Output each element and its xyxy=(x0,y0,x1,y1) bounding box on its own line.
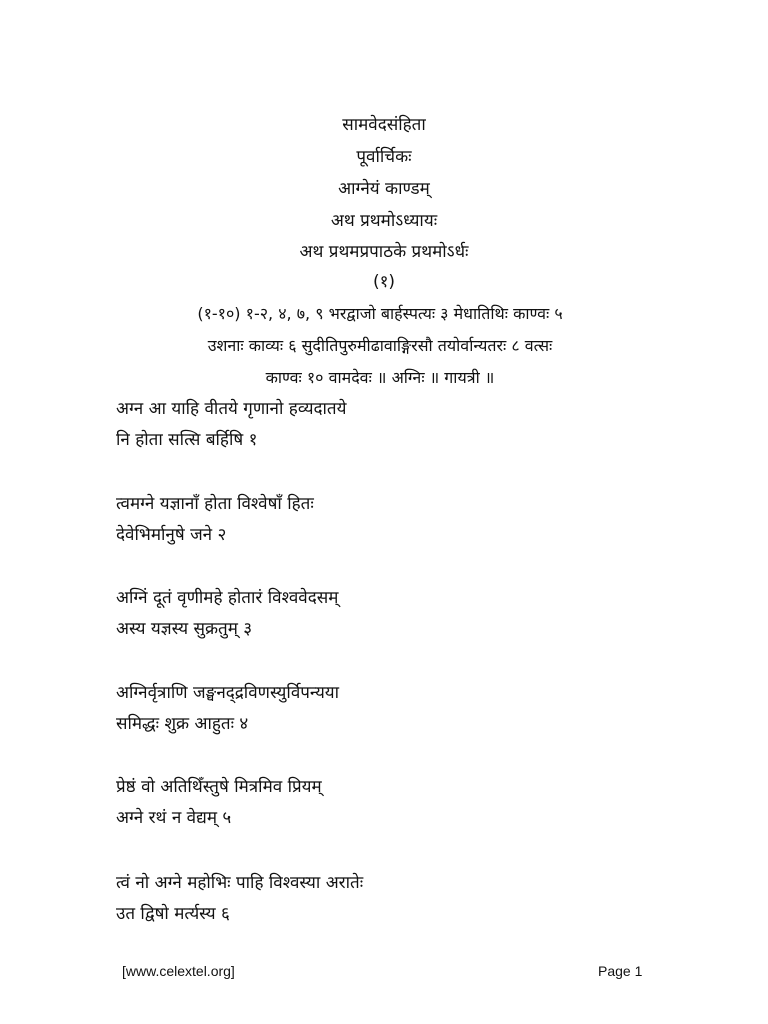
section-number: (१) xyxy=(372,272,396,292)
rishi-metadata-line-3: काण्वः १० वामदेवः ॥ अग्निः ॥ गायत्री ॥ xyxy=(265,368,495,387)
verse-5-line-1: प्रेष्ठं वो अतिथिँस्तुषे मित्रमिव प्रियम् xyxy=(116,777,322,797)
verse-4-line-1: अग्निर्वृत्राणि जङ्घनद्द्रविणस्युर्विपन्यया xyxy=(116,683,340,703)
verse-5-line-2: अग्ने रथं न वेद्यम् ५ xyxy=(116,808,232,828)
footer-page-number: Page 1 xyxy=(598,963,643,979)
verse-2-line-1: त्वमग्ने यज्ञानाँ होता विश्वेषाँ हितः xyxy=(116,494,314,514)
rishi-metadata-line-1: (१-१०) १-२, ४, ७, ९ भरद्वाजो बार्हस्पत्यः ३ मेधातिथिः काण्वः ५ xyxy=(197,304,563,323)
document-title: सामवेदसंहिता xyxy=(342,115,426,135)
verse-4-line-2: समिद्धः शुक्र आहुतः ४ xyxy=(116,714,249,734)
verse-2-line-2: देवेभिर्मानुषे जने २ xyxy=(116,525,227,545)
adhyaya-title: अथ प्रथमोऽध्यायः xyxy=(330,211,438,231)
prapathaka-title: अथ प्रथमप्रपाठके प्रथमोऽर्धः xyxy=(299,242,469,262)
rishi-metadata-line-2: उशनाः काव्यः ६ सुदीतिपुरुमीढावाङ्गिरसौ तयोर्वान्यतरः ८ वत्सः xyxy=(207,336,553,355)
verse-1-line-2: नि होता सत्सि बर्हिषि १ xyxy=(116,430,258,450)
verse-1-line-1: अग्न आ याहि वीतये गृणानो हव्यदातये xyxy=(116,399,347,419)
footer-website: [www.celextel.org] xyxy=(122,963,235,979)
section-title: पूर्वार्चिकः xyxy=(356,147,412,167)
verse-6-line-2: उत द्विषो मर्त्यस्य ६ xyxy=(116,904,230,924)
kanda-title: आग्नेयं काण्डम् xyxy=(338,179,430,199)
verse-3-line-1: अग्निं दूतं वृणीमहे होतारं विश्ववेदसम् xyxy=(116,588,339,608)
verse-6-line-1: त्वं नो अग्ने महोभिः पाहि विश्वस्या अरातेः xyxy=(116,873,364,893)
verse-3-line-2: अस्य यज्ञस्य सुक्रतुम् ३ xyxy=(116,619,253,639)
